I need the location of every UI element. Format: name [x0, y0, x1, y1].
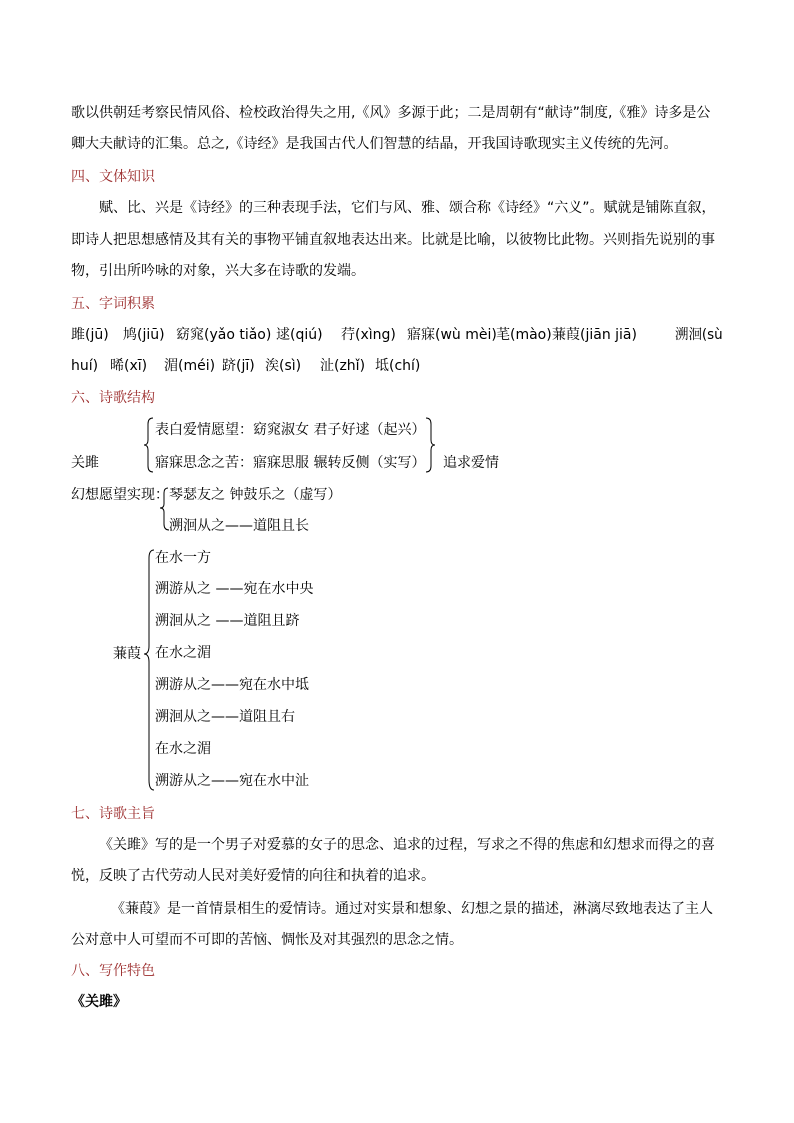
vocab-item: 晞(xī)	[110, 358, 148, 374]
fantasy-line-2: 溯洄从之——道阻且长	[169, 518, 309, 534]
guanju-branch-1: 表白爱情愿望：窈窕淑女 君子好逑（起兴）	[155, 422, 426, 438]
vocab-item: 溯洄(sù	[675, 327, 723, 343]
jianjia-line: 溯游从之 ——宛在水中央	[155, 581, 314, 597]
theme-para-1-line-1: 《关雎》写的是一个男子对爱慕的女子的思念、追求的过程，写求之不得的焦虑和幻想求而得之的喜	[99, 837, 715, 853]
section-8-subheading: 《关雎》	[71, 994, 127, 1010]
vocab-item: 窈窕(yǎo tiǎo)	[176, 327, 272, 343]
guanju-result: 追求爱情	[443, 455, 499, 471]
left-brace	[159, 488, 169, 530]
vocab-item: 寤寐(wù mèi)	[407, 327, 497, 343]
vocab-item: 坻(chí)	[375, 358, 421, 374]
vocab-item: 跻(jī)	[222, 358, 255, 374]
jianjia-line: 溯游从之——宛在水中坻	[155, 677, 309, 693]
vocab-item: 涘(sì)	[265, 358, 302, 374]
fantasy-label: 幻想愿望实现：	[71, 487, 169, 503]
jianjia-label: 蒹葭	[113, 646, 141, 662]
left-brace	[144, 418, 154, 472]
section-4-para-line-2: 即诗人把思想感情及其有关的事物平铺直叙地表达出来。比就是比喻，以彼物比此物。兴则指先说别的事	[71, 232, 715, 248]
theme-para-2-line-1: 《蒹葭》是一首情景相生的爱情诗。通过对实景和想象、幻想之景的描述，淋漓尽致地表达了主人	[111, 901, 713, 917]
vocab-item: 蒹葭(jiān jiā)	[552, 327, 637, 343]
left-brace	[143, 550, 155, 790]
right-brace	[425, 418, 435, 472]
jianjia-line: 溯洄从之——道阻且右	[155, 709, 295, 725]
section-8-heading: 八、写作特色	[71, 963, 155, 979]
guanju-branch-2: 寤寐思念之苦：寤寐思服 辗转反侧（实写）	[155, 455, 426, 471]
jianjia-line: 溯游从之——宛在水中沚	[155, 773, 309, 789]
vocab-item: 沚(zhǐ)	[320, 358, 366, 374]
vocab-item: 鸠(jiū)	[123, 327, 165, 343]
vocab-item: 雎(jū)	[71, 327, 109, 343]
jianjia-line: 在水之湄	[155, 741, 211, 757]
jianjia-line: 在水之湄	[155, 645, 211, 661]
jianjia-line: 溯洄从之 ——道阻且跻	[155, 613, 300, 629]
vocab-item: 湄(méi)	[164, 358, 216, 374]
section-6-heading: 六、诗歌结构	[71, 390, 155, 406]
vocab-item: 芼(mào)	[496, 327, 552, 343]
guanju-label: 关雎	[71, 455, 99, 471]
theme-para-2-line-2: 公对意中人可望而不可即的苦恼、惆怅及对其强烈的思念之情。	[71, 932, 463, 948]
jianjia-line: 在水一方	[155, 550, 211, 566]
fantasy-line-1: 琴瑟友之 钟鼓乐之（虚写）	[169, 487, 342, 503]
section-5-heading: 五、字词积累	[71, 296, 155, 312]
vocab-item: huí)	[71, 358, 99, 374]
vocab-item: 逑(qiú)	[276, 327, 323, 343]
theme-para-1-line-2: 悦，反映了古代劳动人民对美好爱情的向往和执着的追求。	[71, 868, 435, 884]
section-4-para-line-1: 赋、比、兴是《诗经》的三种表现手法，它们与风、雅、颂合称《诗经》“六义”。赋就是铺陈直叙，	[99, 200, 716, 216]
section-7-heading: 七、诗歌主旨	[71, 806, 155, 822]
intro-line-2: 卿大夫献诗的汇集。总之,《诗经》是我国古代人们智慧的结晶，开我国诗歌现实主义传统的先河。	[71, 136, 678, 152]
section-4-heading: 四、文体知识	[71, 169, 155, 185]
section-4-para-line-3: 物，引出所吟咏的对象，兴大多在诗歌的发端。	[71, 263, 365, 279]
vocab-item: 荇(xìng)	[341, 327, 396, 343]
intro-line-1: 歌以供朝廷考察民情风俗、检校政治得失之用,《风》多源于此；二是周朝有“献诗”制度,《雅》诗多是公	[71, 105, 711, 121]
